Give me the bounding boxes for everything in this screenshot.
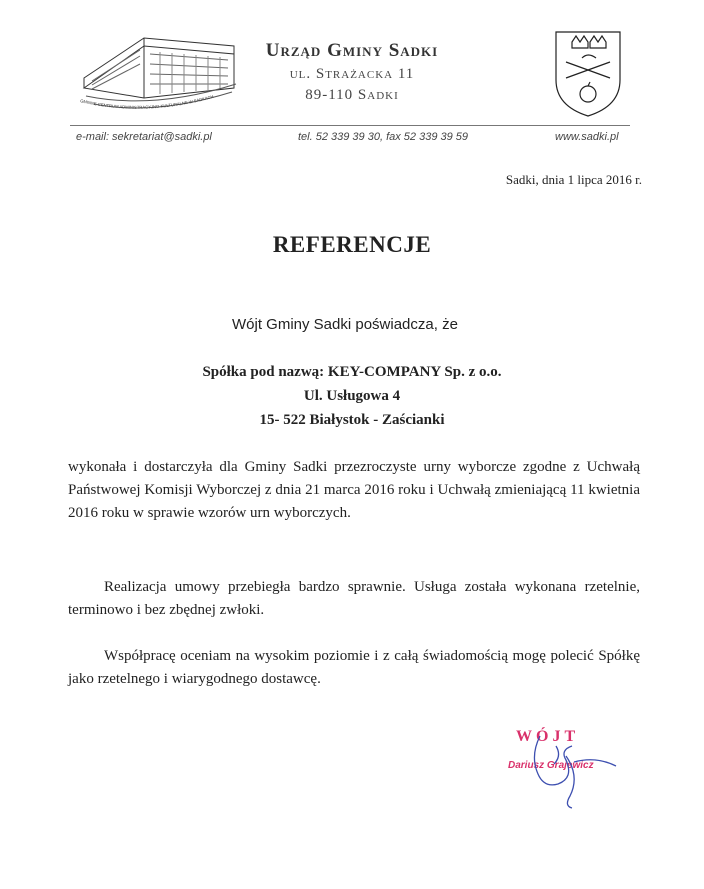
stamp-name: Dariusz Grajewicz [508, 760, 594, 771]
signature [500, 716, 640, 816]
website-text: www.sadki.pl [555, 131, 619, 143]
office-street: ul. Strażacka 11 [289, 66, 415, 82]
paragraph-1: wykonała i dostarczyła dla Gminy Sadki przezroczyste urny wyborcze zgodne z Uchwałą Państwowej Komisji Wyborczej z dnia 21 marca 2016 roku i Uchwałą zmieniającą 11 kwietnia 2016 roku w sprawie wzorów urn wyborczych. [68, 459, 640, 521]
header-divider [70, 125, 630, 126]
office-postal-city: 89-110 Sadki [305, 87, 399, 103]
paragraph-2: Realizacja umowy przebiegła bardzo sprawnie. Usługa została wykonana rzetelnie, terminowo i bez zbędnej zwłoki. [68, 579, 640, 618]
handwritten-signature-icon [500, 716, 640, 816]
office-name: Urząd Gminy Sadki [265, 40, 439, 61]
stamp-title: WÓJT [516, 728, 580, 745]
coat-of-arms-icon [552, 28, 624, 120]
company-name: Spółka pod nazwą: KEY-COMPANY Sp. z o.o. [202, 364, 502, 380]
phone-fax-text: tel. 52 339 39 30, fax 52 339 39 59 [298, 131, 469, 143]
letter-title: REFERENCJE [272, 232, 432, 257]
paragraph-3: Współpracę oceniam na wysokim poziomie i z całą świadomością mogę polecić Spółkę jako rzetelnego i wiarygodnego dostawcę. [68, 648, 640, 687]
email-text: e-mail: sekretariat@sadki.pl [76, 131, 212, 143]
letter-intro: Wójt Gminy Sadki poświadcza, że [232, 316, 458, 333]
letter-date: Sadki, dnia 1 lipca 2016 r. [505, 172, 642, 187]
logo-caption: GMINNE CENTRUM ADMINISTRACYJNO-KULTURALNE W SADKACH [79, 93, 215, 110]
company-street: Ul. Usługowa 4 [303, 388, 401, 404]
company-city: 15- 522 Białystok - Zaścianki [259, 412, 445, 428]
crest [552, 28, 624, 120]
